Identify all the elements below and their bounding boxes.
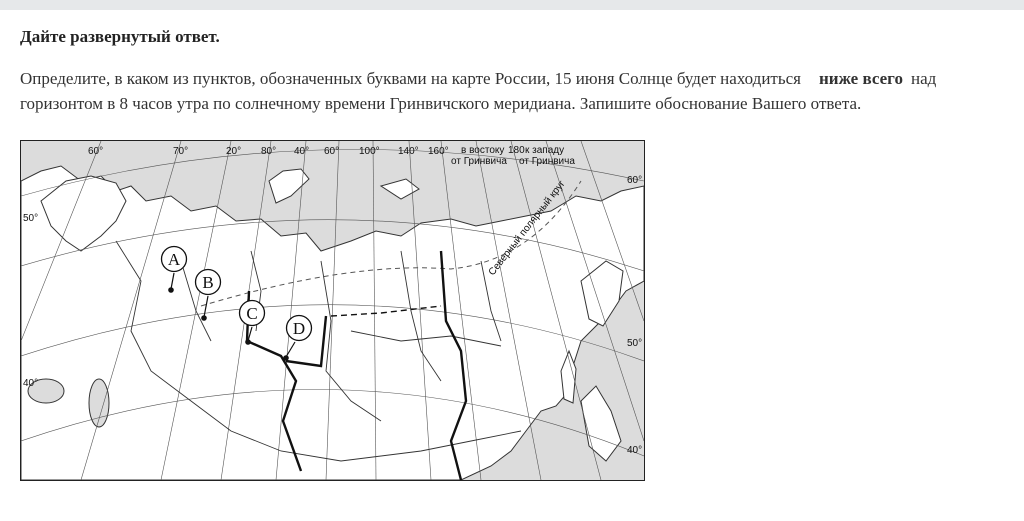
lat-label-right-40: 40° xyxy=(627,445,643,456)
east-note: в востоку xyxy=(461,145,505,156)
russia-map xyxy=(20,140,645,481)
degree-180-label: 180 xyxy=(508,145,525,156)
task-bold-phrase: ниже всего xyxy=(818,69,903,88)
lon-label-40: 40° xyxy=(294,146,310,157)
task-line-1 xyxy=(20,66,1010,91)
lon-label-160: 160° xyxy=(428,146,449,157)
west-note: к западу xyxy=(525,145,565,156)
lon-label-70: 70° xyxy=(173,146,189,157)
task-heading: Дайте развернутый ответ. xyxy=(20,27,220,46)
lon-label-100: 100° xyxy=(359,146,380,157)
lon-label-140: 140° xyxy=(398,146,419,157)
landmass-japan xyxy=(581,386,621,461)
lon-label-60: 60° xyxy=(324,146,340,157)
west-note-2: от Гринвича xyxy=(519,156,575,167)
task-part-2: над xyxy=(910,69,937,88)
map-svg xyxy=(21,141,644,480)
lon-label-20: 20° xyxy=(226,146,242,157)
lon-label-80: 80° xyxy=(261,146,277,157)
task-text xyxy=(20,66,1010,116)
lon-label-60w: 60° xyxy=(88,146,104,157)
lat-label-left-40: 40° xyxy=(23,378,39,389)
polar-circle-label: Северный полярный круг xyxy=(486,178,568,278)
lat-label-left-50: 50° xyxy=(23,213,39,224)
task-part-1: Определите, в каком из пунктов, обозначенных буквами на карте России, 15 июня Солнце будет находиться xyxy=(20,69,801,88)
landmass-severnaya-zemlya xyxy=(381,179,419,199)
task-line-2: горизонтом в 8 часов утра по солнечному времени Гринвичского меридиана. Запишите обоснование Вашего ответа. xyxy=(20,94,862,113)
top-bar xyxy=(0,0,1024,10)
point-a-label: A xyxy=(167,250,181,269)
point-b-label: B xyxy=(202,273,214,292)
lat-label-right-60: 60° xyxy=(627,175,643,186)
point-d-label: D xyxy=(292,319,306,338)
east-note-2: от Гринвича xyxy=(451,156,507,167)
point-c-label: C xyxy=(246,304,258,323)
lat-label-right-50: 50° xyxy=(627,338,643,349)
